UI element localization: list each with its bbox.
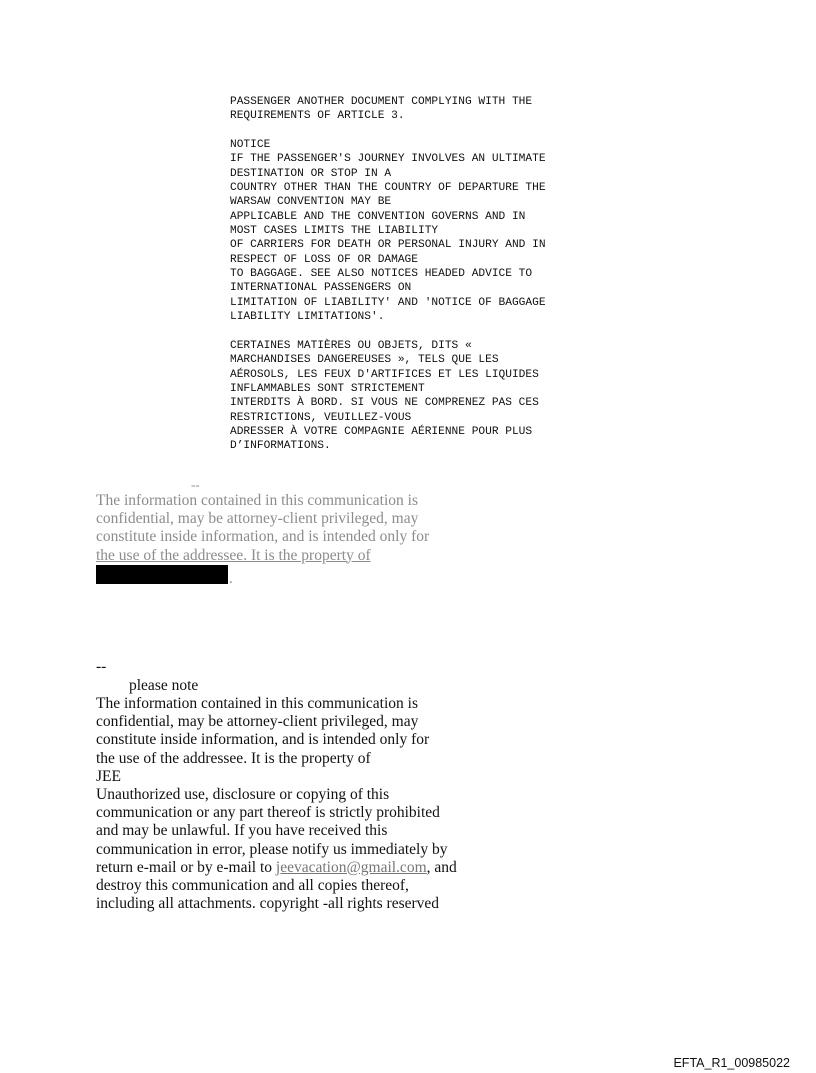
please-note-label: please note	[129, 677, 199, 694]
text-line: including all attachments. copyright -all rights reserved	[96, 895, 440, 913]
document-id: EFTA_R1_00985022	[673, 1056, 790, 1070]
text-line: DESTINATION OR STOP IN A	[230, 167, 392, 180]
text-line: destroy this communication and all copies thereof,	[96, 877, 409, 895]
text-line: AÉROSOLS, LES FEUX D'ARTIFICES ET LES LIQUIDES	[230, 368, 539, 381]
text-line: the use of the addressee. It is the property of	[96, 546, 371, 564]
text-line: The information contained in this communication is	[96, 695, 418, 712]
text-line: INTERNATIONAL PASSENGERS ON	[230, 282, 412, 295]
text-line: and may be unlawful. If you have received this	[96, 822, 388, 840]
text-line: LIMITATION OF LIABILITY' AND 'NOTICE OF BAGGAGE	[230, 296, 546, 309]
email-suffix: , and	[426, 858, 457, 876]
text-line: REQUIREMENTS OF ARTICLE 3.	[230, 110, 405, 123]
disclaimer-separator: --	[96, 658, 107, 675]
text-line: IF THE PASSENGER'S JOURNEY INVOLVES AN ULTIMATE	[230, 153, 546, 166]
notice-intro	[230, 95, 532, 124]
text-line: PASSENGER ANOTHER DOCUMENT COMPLYING WITH THE	[230, 96, 533, 108]
text-line: constitute inside information, and is intended only for	[96, 731, 430, 749]
text-line: the use of the addressee. It is the property of	[96, 749, 371, 767]
text-line: RESPECT OF LOSS OF OR DAMAGE	[230, 253, 418, 266]
text-line: confidential, may be attorney-client privileged, may	[96, 510, 419, 528]
notice-heading: NOTICE	[230, 139, 271, 151]
text-line: OF CARRIERS FOR DEATH OR PERSONAL INJURY AND IN	[230, 239, 546, 252]
text-line: The information contained in this communication is	[96, 492, 418, 509]
text-line: APPLICABLE AND THE CONVENTION GOVERNS AND IN	[230, 210, 526, 223]
text-line: communication in error, please notify us immediately by	[96, 840, 448, 858]
text-line: ADRESSER À VOTRE COMPAGNIE AÉRIENNE POUR PLUS	[230, 426, 533, 439]
text-line: CERTAINES MATIÈRES OU OBJETS, DITS «	[230, 340, 472, 352]
notice-paragraph	[230, 138, 546, 324]
text-line: Unauthorized use, disclosure or copying of this	[96, 786, 390, 804]
text-line: INFLAMMABLES SONT STRICTEMENT	[230, 383, 425, 396]
trailing-dot: .	[229, 571, 233, 587]
text-line: LIABILITY LIMITATIONS'.	[230, 311, 385, 324]
french-notice-paragraph	[230, 339, 539, 454]
text-line: D’INFORMATIONS.	[230, 440, 331, 453]
text-line: MARCHANDISES DANGEREUSES », TELS QUE LES	[230, 354, 499, 367]
text-line: communication or any part thereof is strictly prohibited	[96, 804, 440, 822]
text-line: INTERDITS À BORD. SI VOUS NE COMPRENEZ PAS CES	[230, 397, 539, 410]
email-line	[96, 859, 457, 877]
email-link[interactable]: jeevacation@gmail.com	[275, 858, 427, 876]
grey-separator: --	[191, 477, 200, 492]
text-line: WARSAW CONVENTION MAY BE	[230, 196, 392, 209]
text-line: confidential, may be attorney-client privileged, may	[96, 713, 419, 731]
text-line: MOST CASES LIMITS THE LIABILITY	[230, 225, 439, 238]
text-line: COUNTRY OTHER THAN THE COUNTRY OF DEPARTURE THE	[230, 182, 546, 195]
owner-name: JEE	[96, 767, 121, 785]
text-line: TO BAGGAGE. SEE ALSO NOTICES HEADED ADVICE TO	[230, 268, 533, 281]
text-line: constitute inside information, and is intended only for	[96, 528, 430, 546]
disclaimer-body	[96, 695, 457, 913]
text-line: RESTRICTIONS, VEUILLEZ-VOUS	[230, 411, 412, 424]
email-prefix: return e-mail or by e-mail to	[96, 858, 276, 876]
redaction-bar	[96, 565, 228, 584]
grey-disclaimer	[96, 492, 429, 565]
